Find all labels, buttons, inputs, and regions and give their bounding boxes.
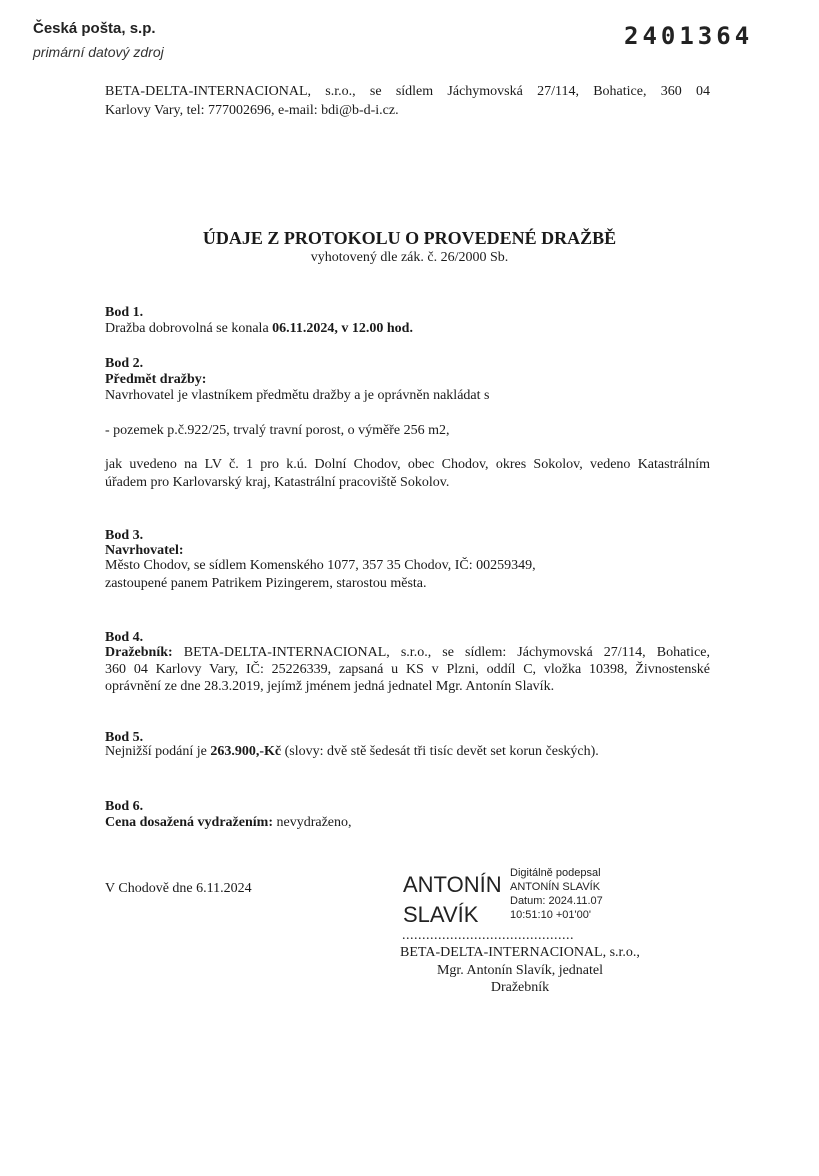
signatory-company: BETA-DELTA-INTERNACIONAL, s.r.o., xyxy=(400,945,640,960)
bod2-heading: Bod 2. xyxy=(105,356,144,371)
signatory-role: Dražebník xyxy=(490,980,550,995)
signature-last-name: SLAVÍK xyxy=(403,902,479,927)
bod2-line-1: Navrhovatel je vlastníkem předmětu dražby a je oprávněn nakládat s xyxy=(105,388,490,403)
place-and-date: V Chodově dne 6.11.2024 xyxy=(105,881,252,896)
bod5-heading: Bod 5. xyxy=(105,730,144,745)
signatory-person: Mgr. Antonín Slavík, jednatel xyxy=(436,963,604,978)
bod1-text-prefix: Dražba dobrovolná se konala xyxy=(105,321,273,336)
digital-signature-details xyxy=(510,866,603,922)
document-subtitle: vyhotovený dle zák. č. 26/2000 Sb. xyxy=(310,250,509,265)
bod4-line-2: 360 04 Karlovy Vary, IČ: 25226339, zapsaná u KS v Plzni, oddíl C, vložka 10398, Živnostenské xyxy=(105,662,710,677)
company-header-line-1: BETA-DELTA-INTERNACIONAL, s.r.o., se sídlem Jáchymovská 27/114, Bohatice, 360 04 xyxy=(105,84,710,99)
bod4-line-1-text: BETA-DELTA-INTERNACIONAL, s.r.o., se sídlem: Jáchymovská 27/114, Bohatice, xyxy=(172,645,710,660)
digital-signature-name xyxy=(403,870,502,930)
bod2-line-4: úřadem pro Karlovarský kraj, Katastrální pracoviště Sokolov. xyxy=(105,475,450,490)
bod6-value: nevydraženo, xyxy=(273,815,352,830)
bod4-line-3: oprávnění ze dne 28.3.2019, jejímž jménem jedná jednatel Mgr. Antonín Slavík. xyxy=(105,679,555,694)
document-number: 2401364 xyxy=(624,22,754,50)
company-header-line-2: Karlovy Vary, tel: 777002696, e-mail: bdi@b-d-i.cz. xyxy=(105,103,399,118)
stamp-provider: Česká pošta, s.p. xyxy=(33,20,156,37)
bod2-subheading: Předmět dražby: xyxy=(105,372,207,387)
signature-signed-name: ANTONÍN SLAVÍK xyxy=(510,881,601,893)
bod3-subheading: Navrhovatel: xyxy=(105,543,184,558)
bod5-text xyxy=(105,742,710,761)
bod3-line-1: Město Chodov, se sídlem Komenského 1077, 357 35 Chodov, IČ: 00259349, xyxy=(105,558,536,573)
signature-date: Datum: 2024.11.07 xyxy=(510,895,603,907)
bod2-item: - pozemek p.č.922/25, trvalý travní porost, o výměře 256 m2, xyxy=(105,423,450,438)
signature-dotted-line: ........................................... xyxy=(402,928,574,943)
bod6-label: Cena dosažená vydražením: xyxy=(105,815,273,830)
bod5-prefix: Nejnižší podání je xyxy=(105,744,211,759)
bod6-heading: Bod 6. xyxy=(105,799,144,814)
bod1-text xyxy=(105,319,710,338)
bod3-line-2: zastoupené panem Patrikem Pizingerem, starostou města. xyxy=(105,576,427,591)
bod2-line-3: jak uvedeno na LV č. 1 pro k.ú. Dolní Chodov, obec Chodov, okres Sokolov, vedeno Katastrálním xyxy=(105,457,710,472)
bod4-label: Dražebník: xyxy=(105,645,173,660)
signature-signed-label: Digitálně podepsal xyxy=(510,867,601,879)
bod1-datetime: 06.11.2024, v 12.00 hod. xyxy=(272,321,413,336)
bod6-text xyxy=(105,813,710,832)
document-title: ÚDAJE Z PROTOKOLU O PROVEDENÉ DRAŽBĚ xyxy=(202,228,617,248)
bod5-suffix: (slovy: dvě stě šedesát tři tisíc devět set korun českých). xyxy=(281,744,599,759)
bod3-heading: Bod 3. xyxy=(105,528,144,543)
bod4-heading: Bod 4. xyxy=(105,630,144,645)
stamp-source: primární datový zdroj xyxy=(33,44,164,60)
signature-first-name: ANTONÍN xyxy=(403,872,502,897)
signature-time: 10:51:10 +01'00' xyxy=(510,909,591,921)
bod5-amount: 263.900,-Kč xyxy=(210,744,282,759)
bod1-heading: Bod 1. xyxy=(105,305,144,320)
